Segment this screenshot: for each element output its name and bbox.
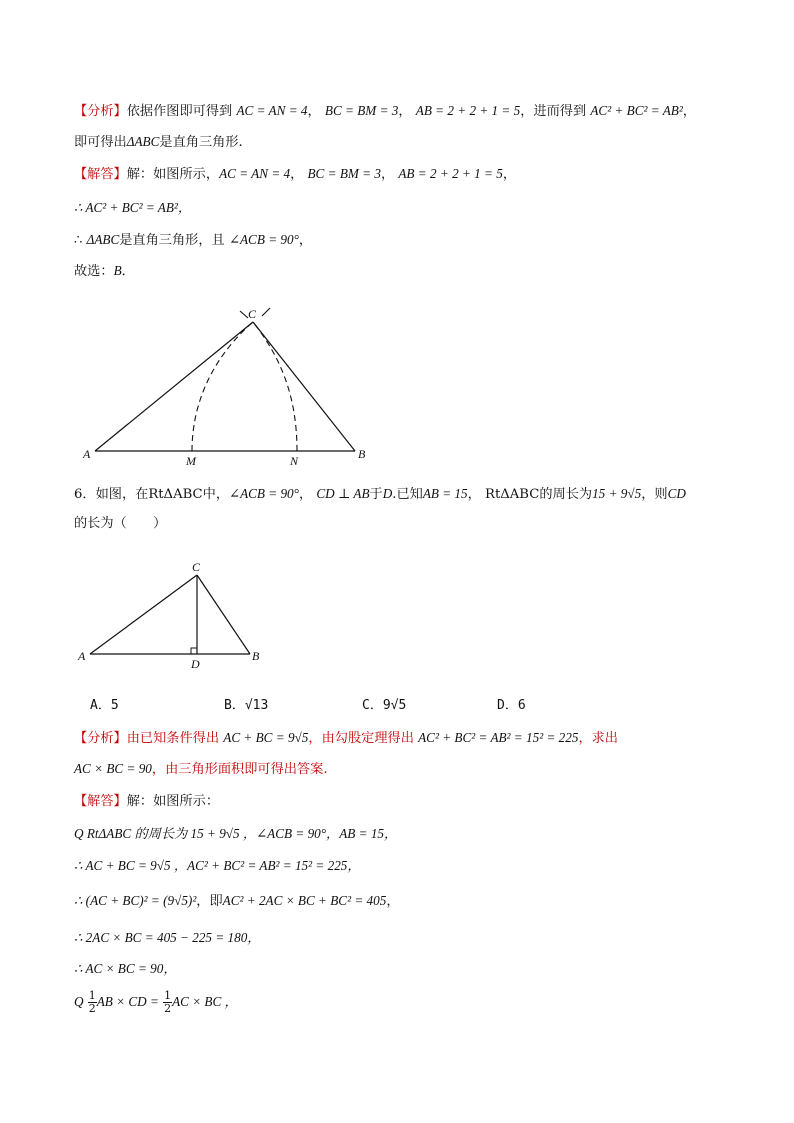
analysis-2-line-2: AC × BC = 90，由三角形面积即可得出答案.	[74, 761, 328, 777]
segment-ac-2	[90, 575, 197, 654]
label-c: C	[248, 307, 257, 321]
option-d: D．6	[497, 698, 526, 713]
answer-1-choice: 故选：B．	[74, 263, 135, 279]
segment-ac	[95, 322, 253, 451]
arc-mark-right	[262, 308, 270, 316]
analysis-1-line-1: 【分析】依据作图即可得到 AC = AN = 4， BC = BM = 3， AB = 2 + 2 + 1 = 5，进而得到 AC² + BC² = AB²，	[74, 103, 696, 119]
answer-1-line-1: 【解答】解：如图所示，AC = AN = 4， BC = BM = 3， AB = 2 + 2 + 1 = 5，	[74, 166, 517, 182]
label-d-2: D	[191, 657, 200, 671]
fraction-half: $\frac{1}{2}$	[88, 989, 96, 1015]
option-b: B．√13	[224, 698, 269, 713]
answer-2-step-3: ∴ (AC + BC)² = (9√5)²，即AC² + 2AC × BC + BC² = 405，	[74, 893, 400, 909]
answer-2-step-6: Q $\frac{1}{2}$ AB × CD = $\frac{1}{2}$ AC × BC ，	[74, 989, 238, 1015]
label-n: N	[290, 454, 299, 468]
label-b-2: B	[252, 649, 260, 663]
option-c: C．9√5	[362, 698, 407, 713]
option-a: A．5	[90, 698, 119, 713]
analysis-tag-2: 【分析】	[74, 731, 127, 746]
answer-2-step-2: ∴ AC + BC = 9√5 ，AC² + BC² = AB² = 15² = 225，	[74, 858, 361, 873]
label-m: M	[186, 454, 196, 468]
answer-1-step-1: ∴ AC² + BC² = AB²，	[74, 200, 192, 215]
label-a: A	[83, 447, 91, 461]
answer-1-step-2: ∴ ΔABC是直角三角形，且 ∠ACB = 90°，	[74, 232, 313, 248]
arc-from-b	[253, 322, 297, 451]
arc-mark-left	[240, 311, 248, 318]
answer-2-step-4: ∴ 2AC × BC = 405 − 225 = 180，	[74, 930, 261, 945]
segment-bc	[253, 322, 355, 451]
label-a-2: A	[78, 649, 86, 663]
analysis-tag: 【分析】	[74, 104, 127, 119]
analysis-1-line-2: 即可得出ΔABC是直角三角形.	[74, 134, 243, 150]
answer-2-step-1: Q RtΔABC 的周长为 15 + 9√5 ，∠ACB = 90°，AB = 15，	[74, 826, 398, 841]
answer-2-lead: 【解答】解：如图所示：	[74, 794, 220, 809]
fraction-half-2: $\frac{1}{2}$	[164, 989, 172, 1015]
question-6-line-2: 的长为（ ）	[74, 516, 167, 531]
analysis-2-line-1: 【分析】由已知条件得出 AC + BC = 9√5，由勾股定理得出 AC² + BC² = AB² = 15² = 225，求出	[74, 730, 618, 746]
segment-bc-2	[197, 575, 250, 654]
answer-2-step-5: ∴ AC × BC = 90，	[74, 961, 177, 976]
question-6-line-1: 6．如图，在RtΔABC中，∠ACB = 90°， CD ⊥ AB于D.已知AB = 15， RtΔABC的周长为15 + 9√5，则CD	[74, 486, 686, 502]
arc-from-a	[192, 322, 253, 451]
label-c-2: C	[192, 560, 201, 574]
label-b: B	[358, 447, 366, 461]
answer-tag: 【解答】	[74, 167, 127, 182]
right-angle-mark	[191, 648, 197, 654]
